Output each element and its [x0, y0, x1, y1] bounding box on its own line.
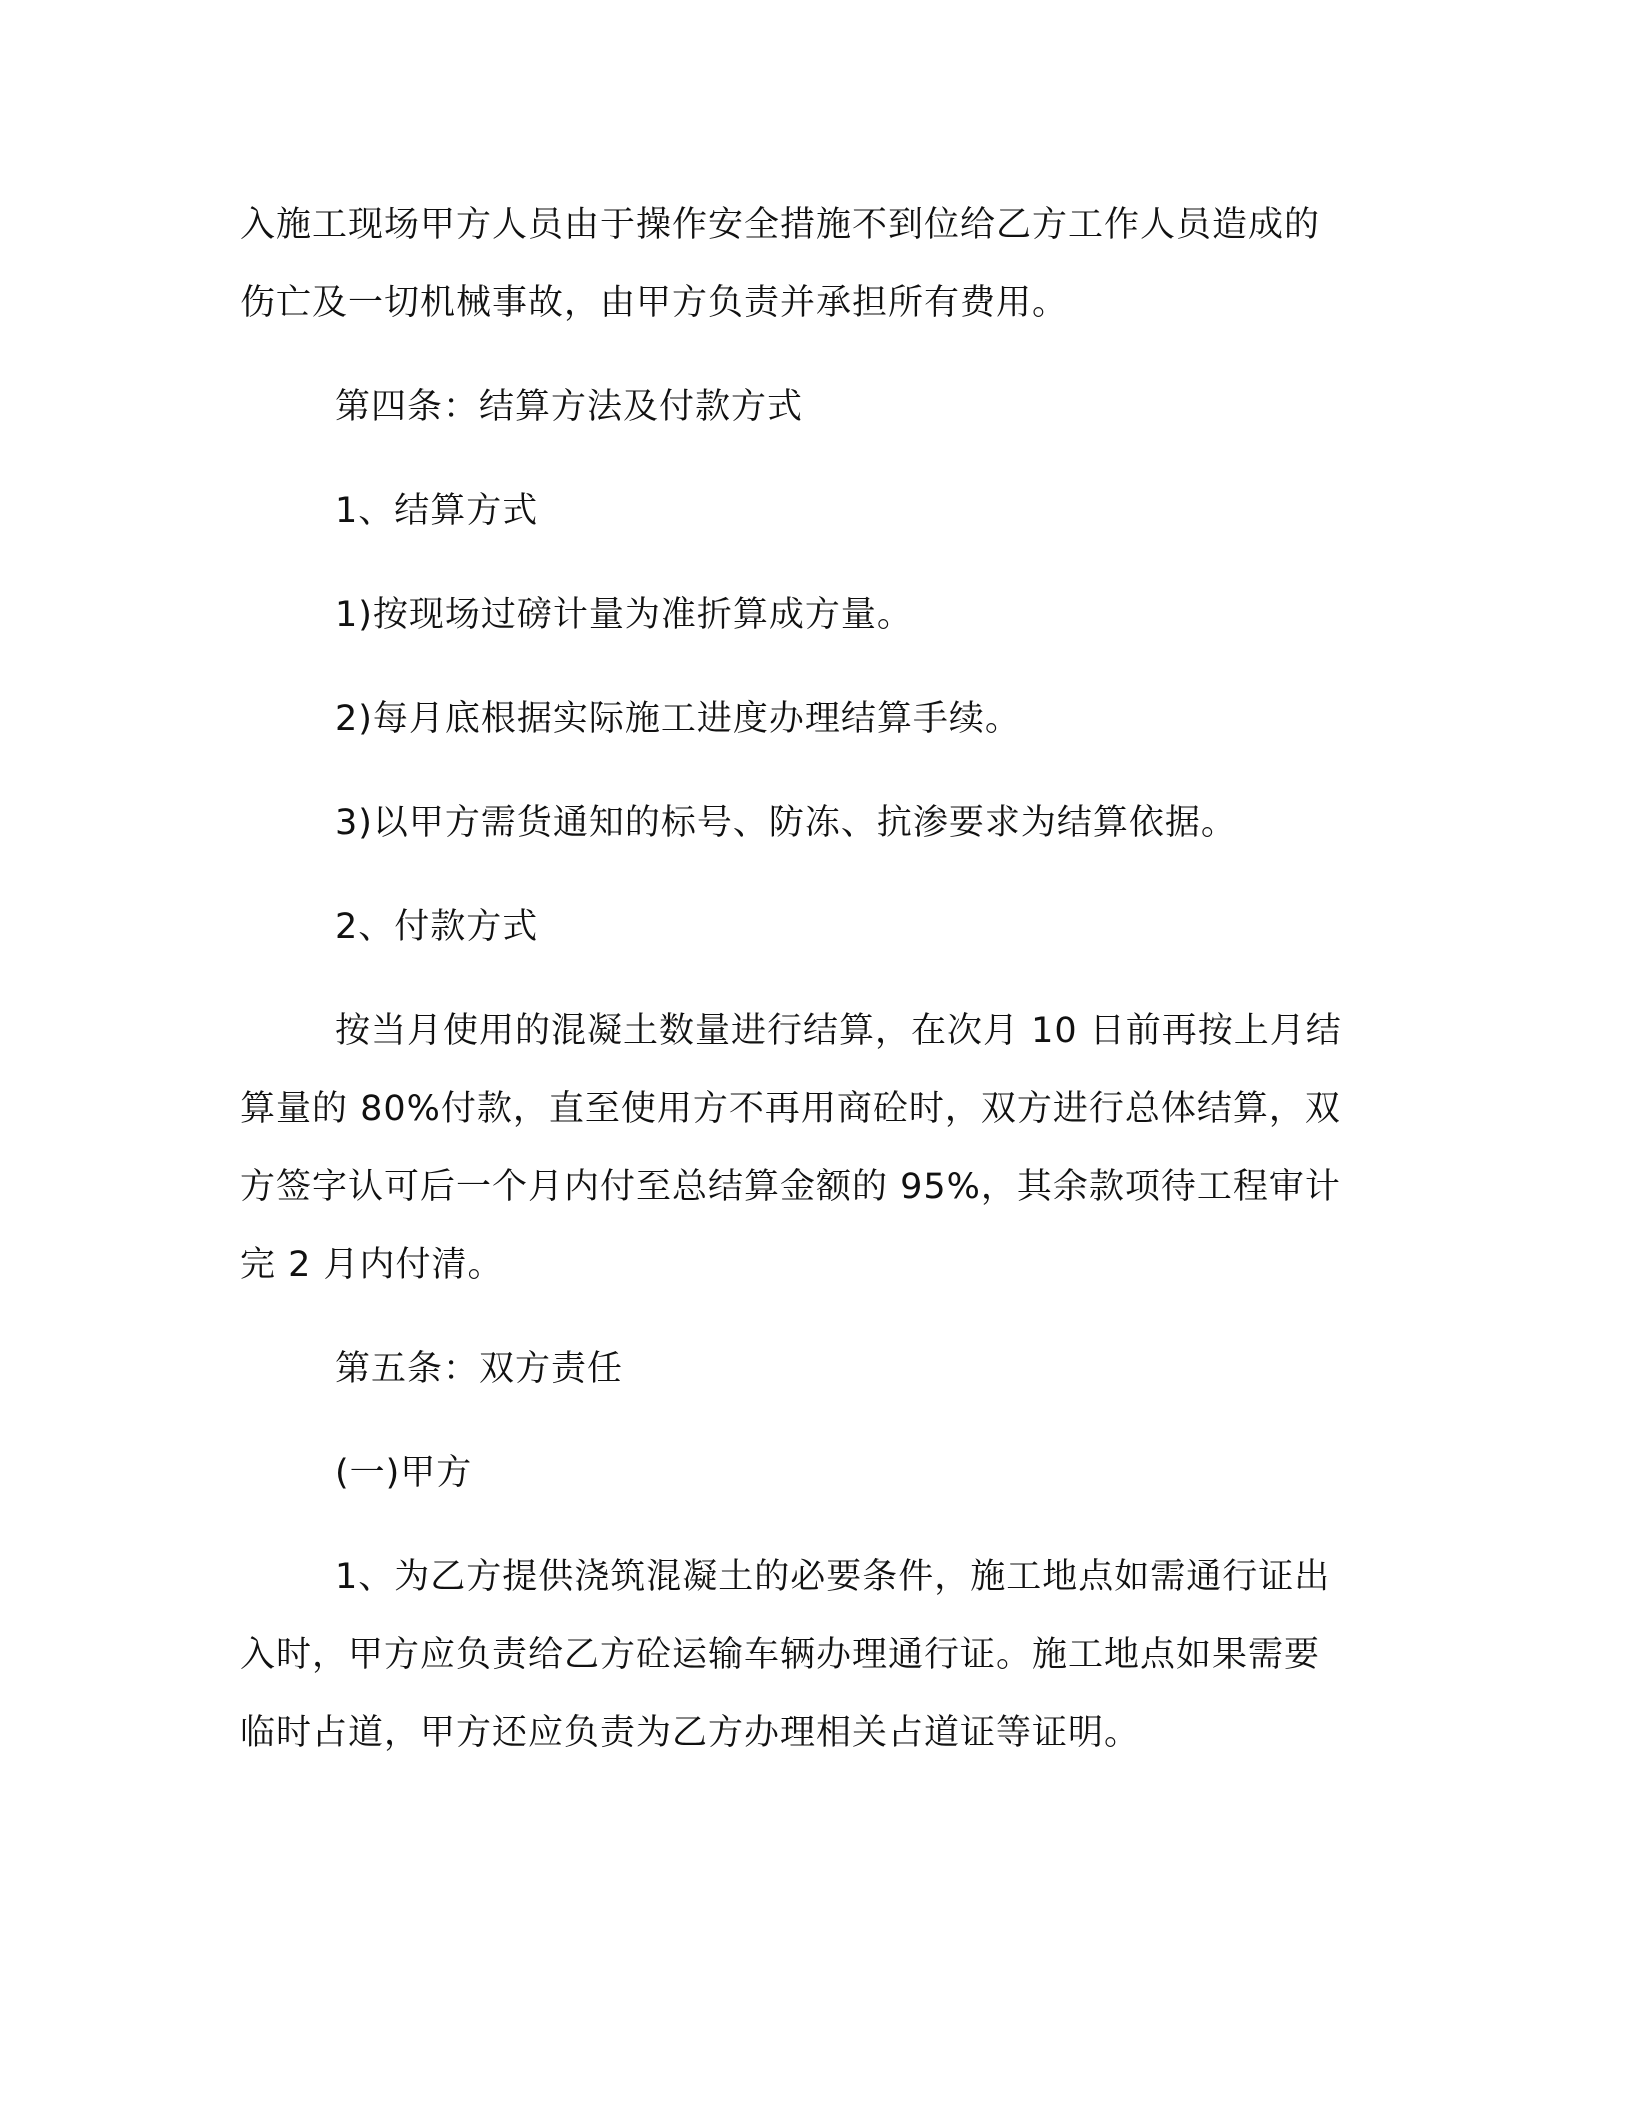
section-heading-article-5: 第五条：双方责任	[335, 1349, 624, 1389]
list-item-settlement-3: 3)以甲方需货通知的标号、防冻、抗渗要求为结算依据。	[335, 803, 1237, 843]
section-heading-article-4: 第四条：结算方法及付款方式	[335, 387, 804, 427]
paragraph-liability-continuation	[240, 186, 1370, 342]
document-body	[240, 186, 1370, 1772]
paragraph-line: 算量的 80%付款，直至使用方不再用商砼时，双方进行总体结算，双	[240, 1089, 1341, 1129]
subheading-payment-method: 2、付款方式	[335, 907, 539, 947]
subheading-settlement-method: 1、结算方式	[335, 491, 539, 531]
paragraph-line: 入施工现场甲方人员由于操作安全措施不到位给乙方工作人员造成的	[240, 205, 1321, 245]
paragraph-line: 临时占道，甲方还应负责为乙方办理相关占道证等证明。	[240, 1713, 1141, 1753]
paragraph-party-a-duty-1	[240, 1538, 1370, 1772]
list-item-settlement-2: 2)每月底根据实际施工进度办理结算手续。	[335, 699, 1021, 739]
list-item-settlement-1: 1)按现场过磅计量为准折算成方量。	[335, 595, 913, 635]
paragraph-line: 方签字认可后一个月内付至总结算金额的 95%，其余款项待工程审计	[240, 1167, 1341, 1207]
paragraph-line: 按当月使用的混凝土数量进行结算，在次月 10 日前再按上月结	[335, 1011, 1342, 1051]
paragraph-line: 入时，甲方应负责给乙方砼运输车辆办理通行证。施工地点如果需要	[240, 1635, 1321, 1675]
paragraph-line: 1、为乙方提供浇筑混凝土的必要条件，施工地点如需通行证出	[335, 1557, 1331, 1597]
paragraph-line: 伤亡及一切机械事故，由甲方负责并承担所有费用。	[240, 283, 1069, 323]
subheading-party-a: (一)甲方	[335, 1453, 473, 1493]
paragraph-line: 完 2 月内付清。	[240, 1245, 504, 1285]
paragraph-payment-terms	[240, 992, 1370, 1304]
